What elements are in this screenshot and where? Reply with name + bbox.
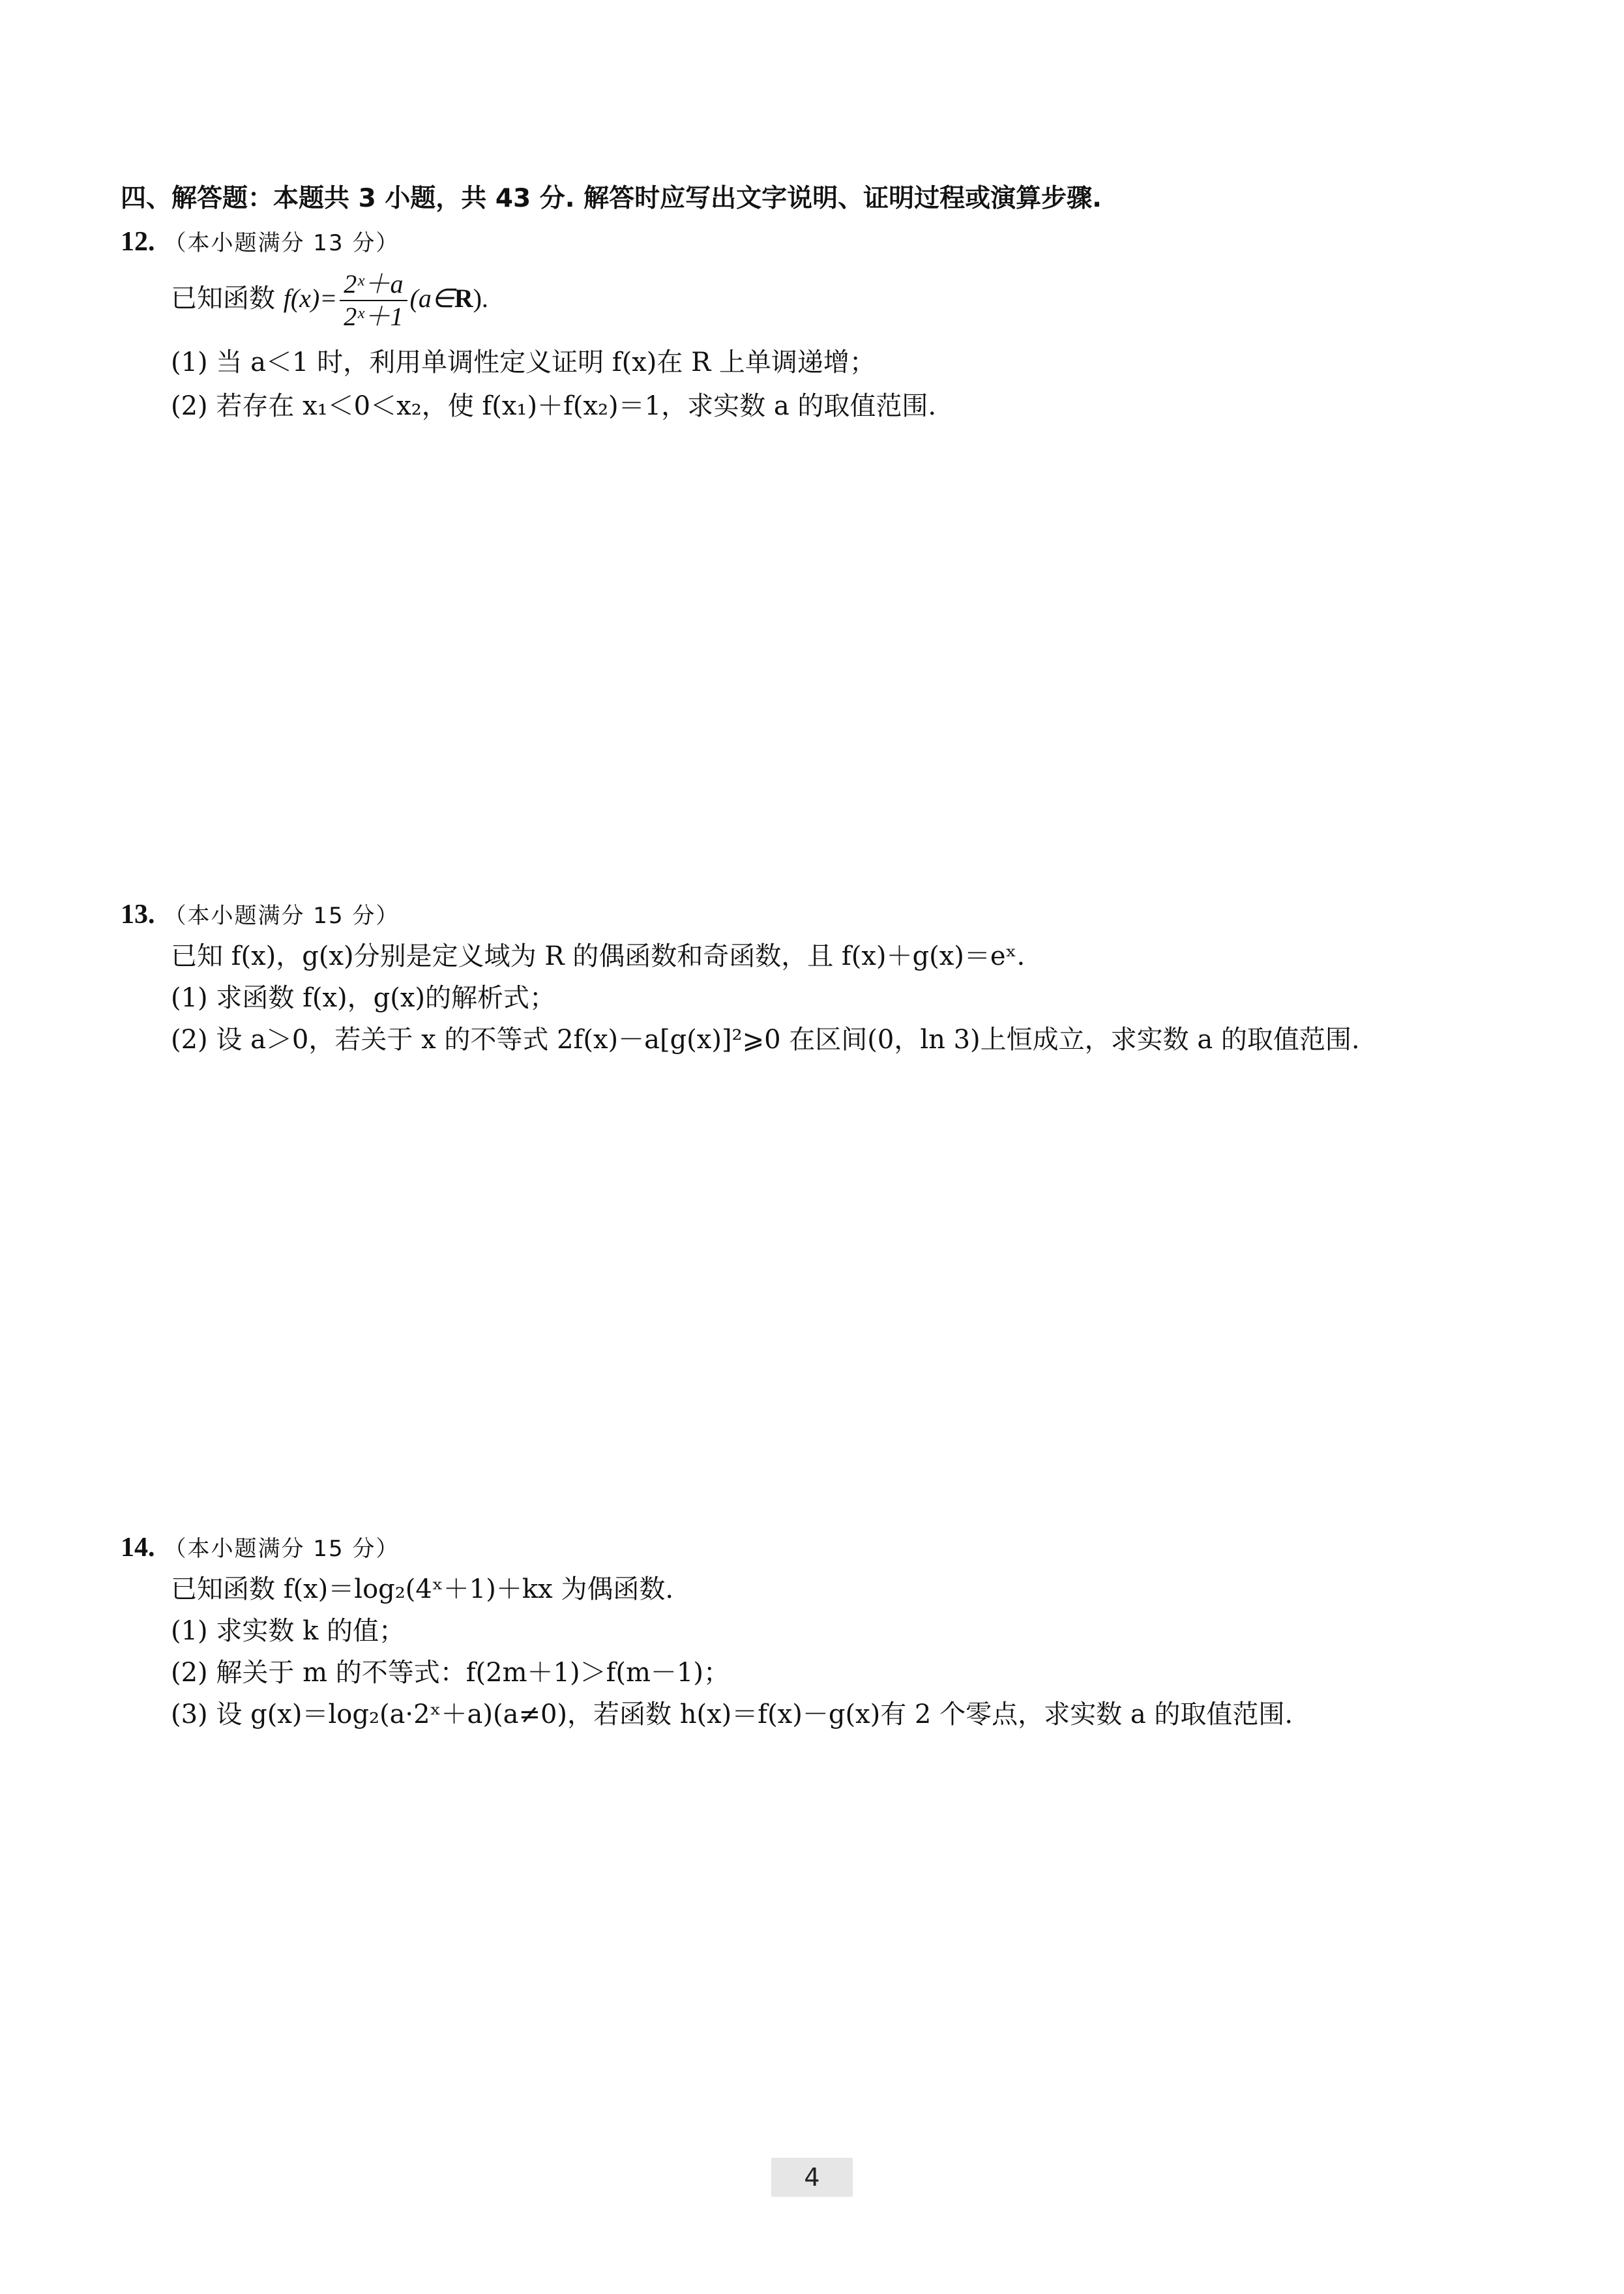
- stem-function: f(x)=: [283, 284, 338, 313]
- question-13-header: [121, 896, 399, 934]
- question-score: （本小题满分 15 分）: [164, 903, 400, 929]
- question-14-stem: 已知函数 f(x)＝log₂(4ˣ＋1)＋kx 为偶函数.: [171, 1574, 674, 1604]
- question-14-header: [121, 1529, 399, 1567]
- fraction-numerator: 2ˣ＋a: [340, 269, 407, 301]
- question-13-part-2: (2) 设 a＞0，若关于 x 的不等式 2f(x)－a[g(x)]²⩾0 在区间(0，ln 3)上恒成立，求实数 a 的取值范围.: [171, 1025, 1360, 1055]
- question-12-part-2: (2) 若存在 x₁＜0＜x₂，使 f(x₁)＋f(x₂)＝1，求实数 a 的取值范围.: [171, 391, 937, 421]
- question-12-header: [121, 224, 399, 261]
- question-13-part-1: (1) 求函数 f(x)，g(x)的解析式；: [171, 983, 556, 1013]
- question-number: 14.: [121, 1533, 155, 1563]
- fraction-denominator: 2ˣ＋1: [344, 302, 404, 331]
- question-12-part-1: (1) 当 a＜1 时，利用单调性定义证明 f(x)在 R 上单调递增；: [171, 347, 876, 377]
- fraction: [340, 269, 407, 332]
- question-score: （本小题满分 13 分）: [164, 230, 400, 256]
- real-set-symbol: R: [454, 284, 473, 313]
- stem-suffix: (a∈: [409, 284, 454, 313]
- section-heading: 四、解答题：本题共 3 小题，共 43 分. 解答时应写出文字说明、证明过程或演算步骤.: [121, 184, 1102, 213]
- stem-prefix: 已知函数: [171, 284, 284, 314]
- question-14-part-2: (2) 解关于 m 的不等式：f(2m＋1)＞f(m－1)；: [171, 1658, 730, 1688]
- page-number: 4: [771, 2158, 853, 2197]
- question-14-part-3: (3) 设 g(x)＝log₂(a·2ˣ＋a)(a≠0)，若函数 h(x)＝f(x)－g(x)有 2 个零点，求实数 a 的取值范围.: [171, 1699, 1293, 1729]
- question-14-part-1: (1) 求实数 k 的值；: [171, 1616, 406, 1646]
- question-score: （本小题满分 15 分）: [164, 1536, 400, 1562]
- question-12-stem: [171, 262, 488, 335]
- question-13-stem: 已知 f(x)，g(x)分别是定义域为 R 的偶函数和奇函数，且 f(x)＋g(x)＝eˣ.: [171, 941, 1026, 971]
- question-number: 13.: [121, 900, 155, 930]
- question-number: 12.: [121, 227, 155, 257]
- stem-end: ).: [473, 284, 488, 313]
